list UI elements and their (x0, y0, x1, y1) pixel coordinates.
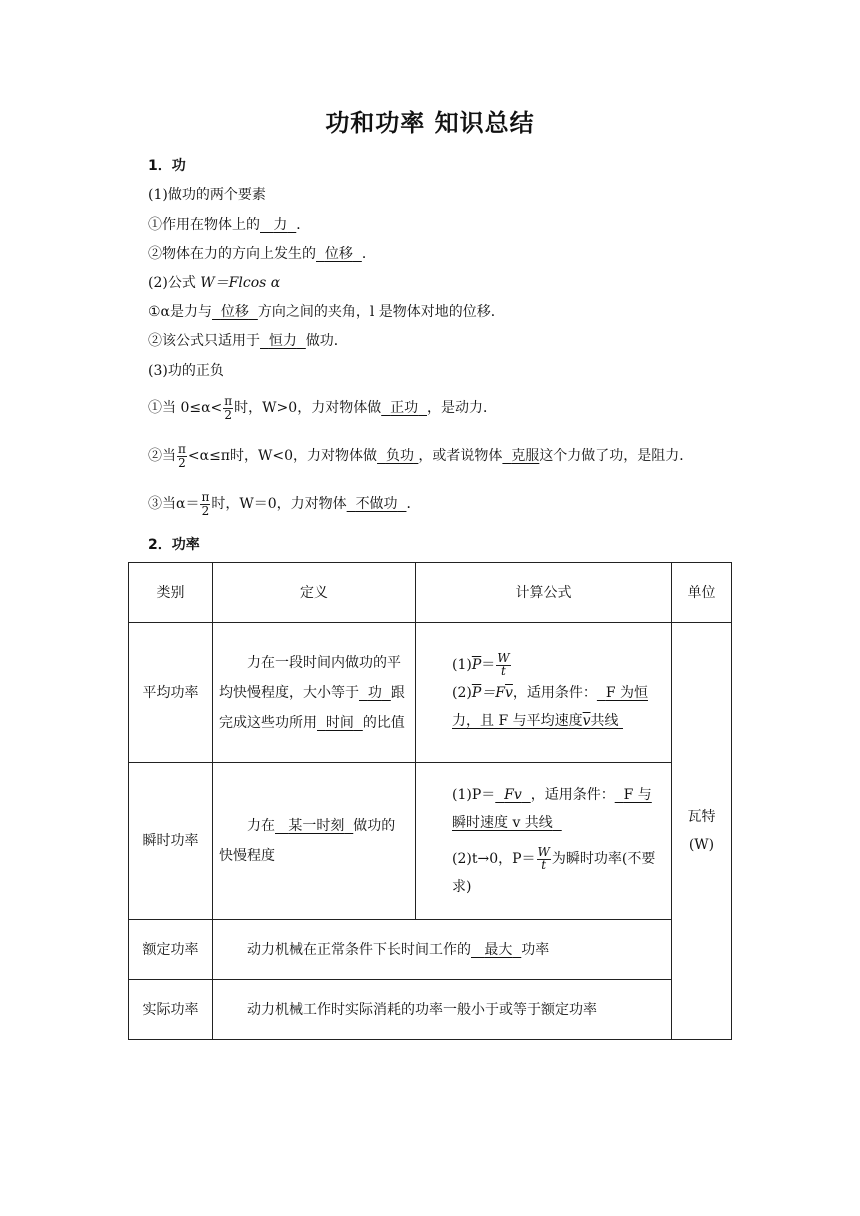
header-definition: 定义 (213, 563, 416, 623)
text: ＝ (481, 656, 496, 673)
answer-blank (347, 496, 407, 512)
text: 做功的快慢程度 (219, 818, 396, 864)
formula-heading (148, 273, 280, 293)
category-actual: 实际功率 (129, 980, 213, 1040)
text: 跟完成这些功所用 (219, 684, 405, 731)
answer-blank (275, 818, 353, 834)
formula-item-2 (148, 331, 348, 351)
answer: 位移 (220, 304, 249, 320)
answer-blank (260, 217, 296, 233)
answer: 负功 (385, 448, 414, 464)
text: ． (296, 217, 311, 233)
v-bar: $\overline{v}$ (504, 684, 513, 701)
answer-blank (260, 333, 306, 349)
text: (2)t→0，P＝ (452, 851, 536, 867)
fraction-w-over-t (496, 652, 510, 678)
text: ③当α＝ (148, 496, 200, 512)
answer: 正功 (390, 400, 419, 416)
factor-item-1 (148, 215, 310, 235)
text: 动力机械在正常条件下长时间工作的 (247, 941, 471, 958)
answer: 时间 (325, 714, 354, 731)
average-formula-1 (422, 651, 665, 679)
table-row-actual (129, 980, 732, 1040)
answer: 最大 (484, 941, 513, 958)
text: 时，W＝0，力对物体 (211, 496, 347, 512)
answer: 共线 (590, 712, 619, 729)
sign-item-3 (148, 488, 420, 520)
text: 为瞬时功率(不要求) (452, 851, 656, 895)
table-row-average (129, 623, 732, 763)
answer: 恒力 (268, 333, 297, 349)
frac-den: 2 (224, 407, 233, 422)
text: (1) (452, 656, 472, 673)
text: 功率 (521, 941, 550, 958)
header-unit: 单位 (672, 563, 732, 623)
header-formula: 计算公式 (416, 563, 672, 623)
text: (1)P＝ (452, 787, 496, 803)
sign-item-1 (148, 392, 497, 424)
text: ①α是力与 (148, 304, 213, 320)
category-average: 平均功率 (129, 623, 213, 763)
text: ． (361, 246, 376, 262)
table-header-row (129, 563, 732, 623)
frac-num: π (224, 393, 233, 408)
answer-blank (316, 246, 362, 262)
answer: 位移 (324, 246, 353, 262)
text: (2)公式 (148, 275, 201, 291)
text: <α≤π时，W<0，力对物体做 (187, 448, 378, 464)
page-title: 功和功率 知识总结 (325, 109, 535, 137)
text: 做功． (305, 333, 348, 349)
definition-actual: 动力机械工作时实际消耗的功率一般小于或等于额定功率 (213, 980, 672, 1040)
answer: 不做功 (355, 496, 398, 512)
instant-formula-2 (422, 845, 665, 901)
answer-blank (377, 448, 418, 464)
formula-item-1 (148, 302, 505, 322)
text: ，适用条件： (530, 787, 615, 803)
answer-blank (502, 448, 539, 464)
average-formula-2 (422, 679, 665, 735)
text: ①作用在物体上的 (148, 217, 260, 233)
frac-den: t (541, 858, 547, 872)
answer: 功 (367, 684, 382, 701)
answer: 力 (273, 217, 288, 233)
fraction-pi-over-2 (200, 491, 210, 518)
definition-instant (213, 763, 416, 920)
section-work-heading: 1．功 (148, 158, 186, 174)
frac-den: t (501, 663, 506, 678)
text: ②该公式只适用于 (148, 333, 260, 349)
answer: 克服 (511, 448, 540, 464)
text: ＝F (481, 684, 505, 701)
answer: 某一时刻 (288, 818, 345, 834)
definition-average (213, 623, 416, 763)
text: ． (406, 496, 421, 512)
table-row-instant (129, 763, 732, 920)
text: 这个力做了功，是阻力． (539, 448, 694, 464)
text: ②当 (148, 448, 176, 464)
category-instant: 瞬时功率 (129, 763, 213, 920)
section-power-heading: 2．功率 (148, 537, 200, 553)
v-bar: v (582, 712, 591, 729)
text: 时，W>0，力对物体做 (234, 400, 382, 416)
table-row-rated (129, 920, 732, 980)
power-table (128, 562, 732, 1040)
text: 力在一段时间内做功的平均快慢程度，大小等于 (219, 654, 401, 701)
instant-formula-1 (422, 781, 665, 837)
text: ②物体在力的方向上发生的 (148, 246, 316, 262)
p-bar: $\overline{P}$ (471, 656, 482, 673)
answer-blank (359, 685, 391, 701)
answer: F 为恒力，且 F 与平均速度 (452, 684, 648, 729)
category-rated: 额定功率 (129, 920, 213, 980)
answer: F 与瞬时速度 v 共线 (452, 787, 652, 831)
answer: Fv (504, 787, 522, 803)
frac-num: W (497, 650, 510, 665)
formula-instant (416, 763, 672, 920)
work-formula: W＝Flcos α (200, 275, 281, 291)
answer-blank (317, 715, 363, 731)
text: ，是动力． (427, 400, 498, 416)
text: ，或者说物体 (418, 448, 503, 464)
sign-heading: (3)功的正负 (148, 363, 224, 379)
text: 的比值 (362, 714, 405, 731)
answer-blank (471, 942, 521, 958)
p-bar: $\overline{P}$ (471, 684, 482, 701)
sign-item-2 (148, 440, 693, 472)
frac-num: π (178, 441, 186, 456)
fraction-pi-over-2 (177, 443, 187, 470)
answer-blank (495, 787, 530, 803)
frac-num: π (201, 489, 210, 504)
frac-den: 2 (178, 455, 186, 470)
unit-value: 瓦特(W) (672, 623, 732, 1040)
factor-item-2 (148, 244, 376, 264)
definition-rated (213, 920, 672, 980)
text: ①当 0≤α< (148, 400, 223, 416)
fraction-pi-over-2 (223, 395, 233, 422)
frac-num: W (537, 845, 550, 859)
answer-blank (381, 400, 427, 416)
formula-average (416, 623, 672, 763)
text: ，适用条件： (512, 684, 597, 701)
text: 方向之间的夹角，l 是物体对地的位移． (257, 304, 505, 320)
text: 力在 (247, 818, 275, 834)
text: (2) (452, 684, 472, 701)
frac-den: 2 (201, 503, 210, 518)
fraction-w-over-t (537, 846, 551, 872)
header-category: 类别 (129, 563, 213, 623)
two-factors-heading: (1)做功的两个要素 (148, 187, 266, 203)
answer-blank (212, 304, 258, 320)
